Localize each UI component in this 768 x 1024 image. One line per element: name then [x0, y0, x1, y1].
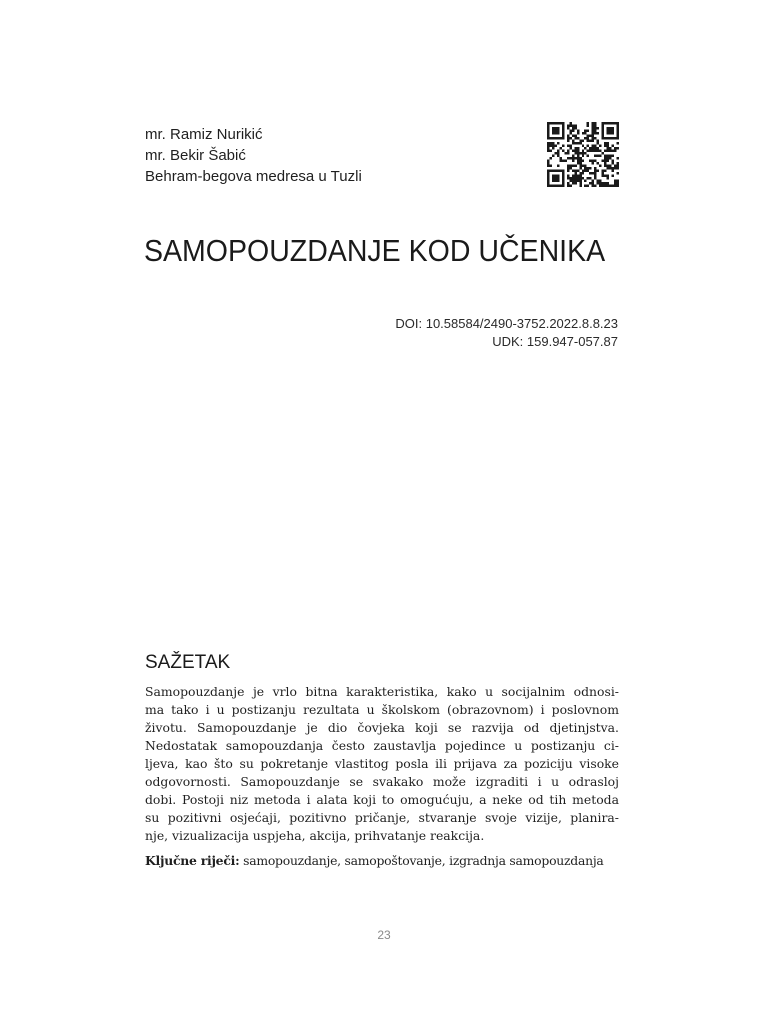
abstract-line: nje, vizualizacija uspjeha, akcija, prihvatanje reakcija. — [145, 828, 485, 843]
abstract-text — [145, 683, 619, 845]
keywords-label: Ključne riječi: — [145, 853, 240, 868]
abstract-line: su pozitivni osjećaji, pozitivno pričanje, stvaranje svoje vizije, planira- — [145, 810, 619, 825]
abstract-heading: SAŽETAK — [145, 652, 231, 673]
doi: DOI: 10.58584/2490-3752.2022.8.8.23 — [395, 316, 618, 331]
abstract-line: Samopouzdanje je vrlo bitna karakteristika, kako u socijalnim odnosi- — [145, 684, 619, 699]
abstract-line: životu. Samopouzdanje je dio čovjeka koji se razvija od djetinjstva. — [145, 720, 619, 735]
article-title: SAMOPOUZDANJE KOD UČENIKA — [144, 233, 606, 268]
qr-code-icon — [547, 122, 619, 187]
abstract-line: ljeva, kao što su pokretanje vlastitog posla ili prijava za poziciju visoke — [145, 756, 619, 771]
page-number: 23 — [377, 928, 391, 942]
abstract-line: Nedostatak samopouzdanja često zaustavlja pojedince u postizanju ci- — [145, 738, 619, 753]
keywords-text: samopouzdanje, samopoštovanje, izgradnja samopouzdanja — [239, 853, 604, 868]
author-name: mr. Bekir Šabić — [145, 147, 246, 164]
abstract-line: dobi. Postoji niz metoda i alata koji to omogućuju, a neke od tih metoda — [145, 792, 619, 807]
abstract-line: ma tako i u postizanju rezultata u školskom (obrazovnom) i poslovnom — [145, 702, 619, 717]
udk: UDK: 159.947-057.87 — [492, 334, 618, 349]
abstract-line: odgovornosti. Samopouzdanje se svakako može izgraditi i u odrasloj — [145, 774, 619, 789]
keywords — [145, 852, 619, 870]
identifier-block — [395, 315, 618, 351]
author-block — [145, 124, 362, 187]
author-affiliation: Behram-begova medresa u Tuzli — [145, 168, 362, 185]
author-name: mr. Ramiz Nurikić — [145, 126, 263, 143]
